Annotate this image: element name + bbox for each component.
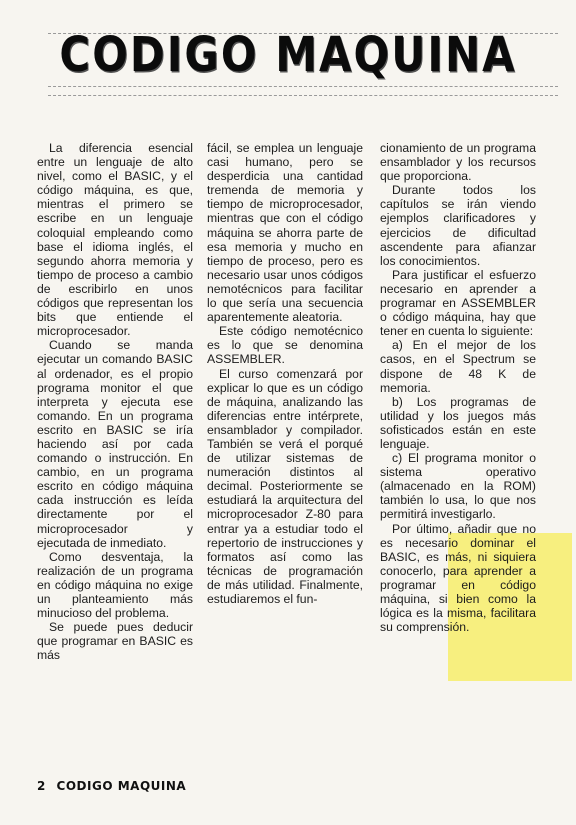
page-title: CODIGO MAQUINA: [59, 26, 517, 83]
text-column-3: [380, 141, 536, 634]
top-rule-3: [48, 95, 558, 96]
list-item-a: a) En el mejor de los casos, en el Spectrum se dispone de 48 K de memoria.: [380, 338, 536, 395]
top-rule-2: [48, 86, 558, 87]
list-item-b: b) Los programas de utilidad y los juegos más sofisticados están en este lenguaje.: [380, 394, 536, 451]
paragraph: El curso comenzará por explicar lo que es un código de máquina, analizando las diferencias entre intérprete, ensamblador y compilador. También se verá el porqué de utilizar sistemas de numeración distintos al decimal. Posteriormente se estudiará la arquitectura del microprocesador Z-80 para entrar ya a estudiar todo el repertorio de instrucciones y formatos así como las técnicas de programación de más utilidad. Finalmente, estudiaremos el fun-: [207, 366, 363, 606]
page-number: 2: [37, 779, 46, 793]
paragraph: Cuando se manda ejecutar un comando BASIC al ordenador, es el propio programa monitor el que interpreta y ejecuta ese comando. En un programa escrito en BASIC se iría haciendo así por cada comando o instrucción. En cambio, en un programa escrito en código máquina cada instrucción es leída directamente por el microprocesador y ejecutada de inmediato.: [37, 338, 193, 550]
paragraph: Este código nemotécnico es lo que se denomina ASSEMBLER.: [207, 324, 363, 367]
paragraph: Como desventaja, la realización de un programa en código máquina no exige un planteamiento más minucioso del problema.: [37, 549, 193, 621]
paragraph: La diferencia esencial entre un lenguaje de alto nivel, como el BASIC, y el código máquina, es que, mientras el primero se escribe en un lenguaje coloquial empleando como base el idioma inglés, el segundo ahorra memoria y tiempo de proceso a cambio de escribirlo en unos códigos que representan los bits que entiende el microprocesador.: [37, 141, 193, 339]
paragraph: Durante todos los capítulos se irán viendo ejemplos clarificadores y ejercicios de dificultad ascendente para afianzar los conocimientos.: [380, 183, 536, 268]
text-column-2: [207, 141, 363, 606]
page-footer: [37, 779, 192, 793]
paragraph: fácil, se emplea un lenguaje casi humano, pero se desperdicia una cantidad tremenda de memoria y tiempo de microprocesador, mientras que con el código máquina se ahorra parte de esa memoria y mucho en tiempo de proceso, pero es necesario usar unos códigos nemotécnicos para facilitar lo que sería una secuencia aparentemente aleatoria.: [207, 141, 363, 325]
paragraph: Se puede pues deducir que programar en BASIC es más: [37, 620, 193, 663]
running-title: CODIGO MAQUINA: [56, 779, 187, 793]
list-item-c: c) El programa monitor o sistema operativo (almacenado en la ROM) también lo usa, lo que nos permitirá investigarlo.: [380, 451, 536, 522]
paragraph: Por último, añadir que no es necesario dominar el BASIC, es más, ni siquiera conocerlo, para aprender a programar en código máquina, si bien como la lógica es la misma, facilitara su comprensión.: [380, 521, 536, 635]
paragraph: Para justificar el esfuerzo necesario en aprender a programar en ASSEMBLER o código máquina, hay que tener en cuenta lo siguiente:: [380, 267, 536, 339]
paragraph: cionamiento de un programa ensamblador y los recursos que proporciona.: [380, 141, 536, 184]
text-column-1: [37, 141, 193, 662]
